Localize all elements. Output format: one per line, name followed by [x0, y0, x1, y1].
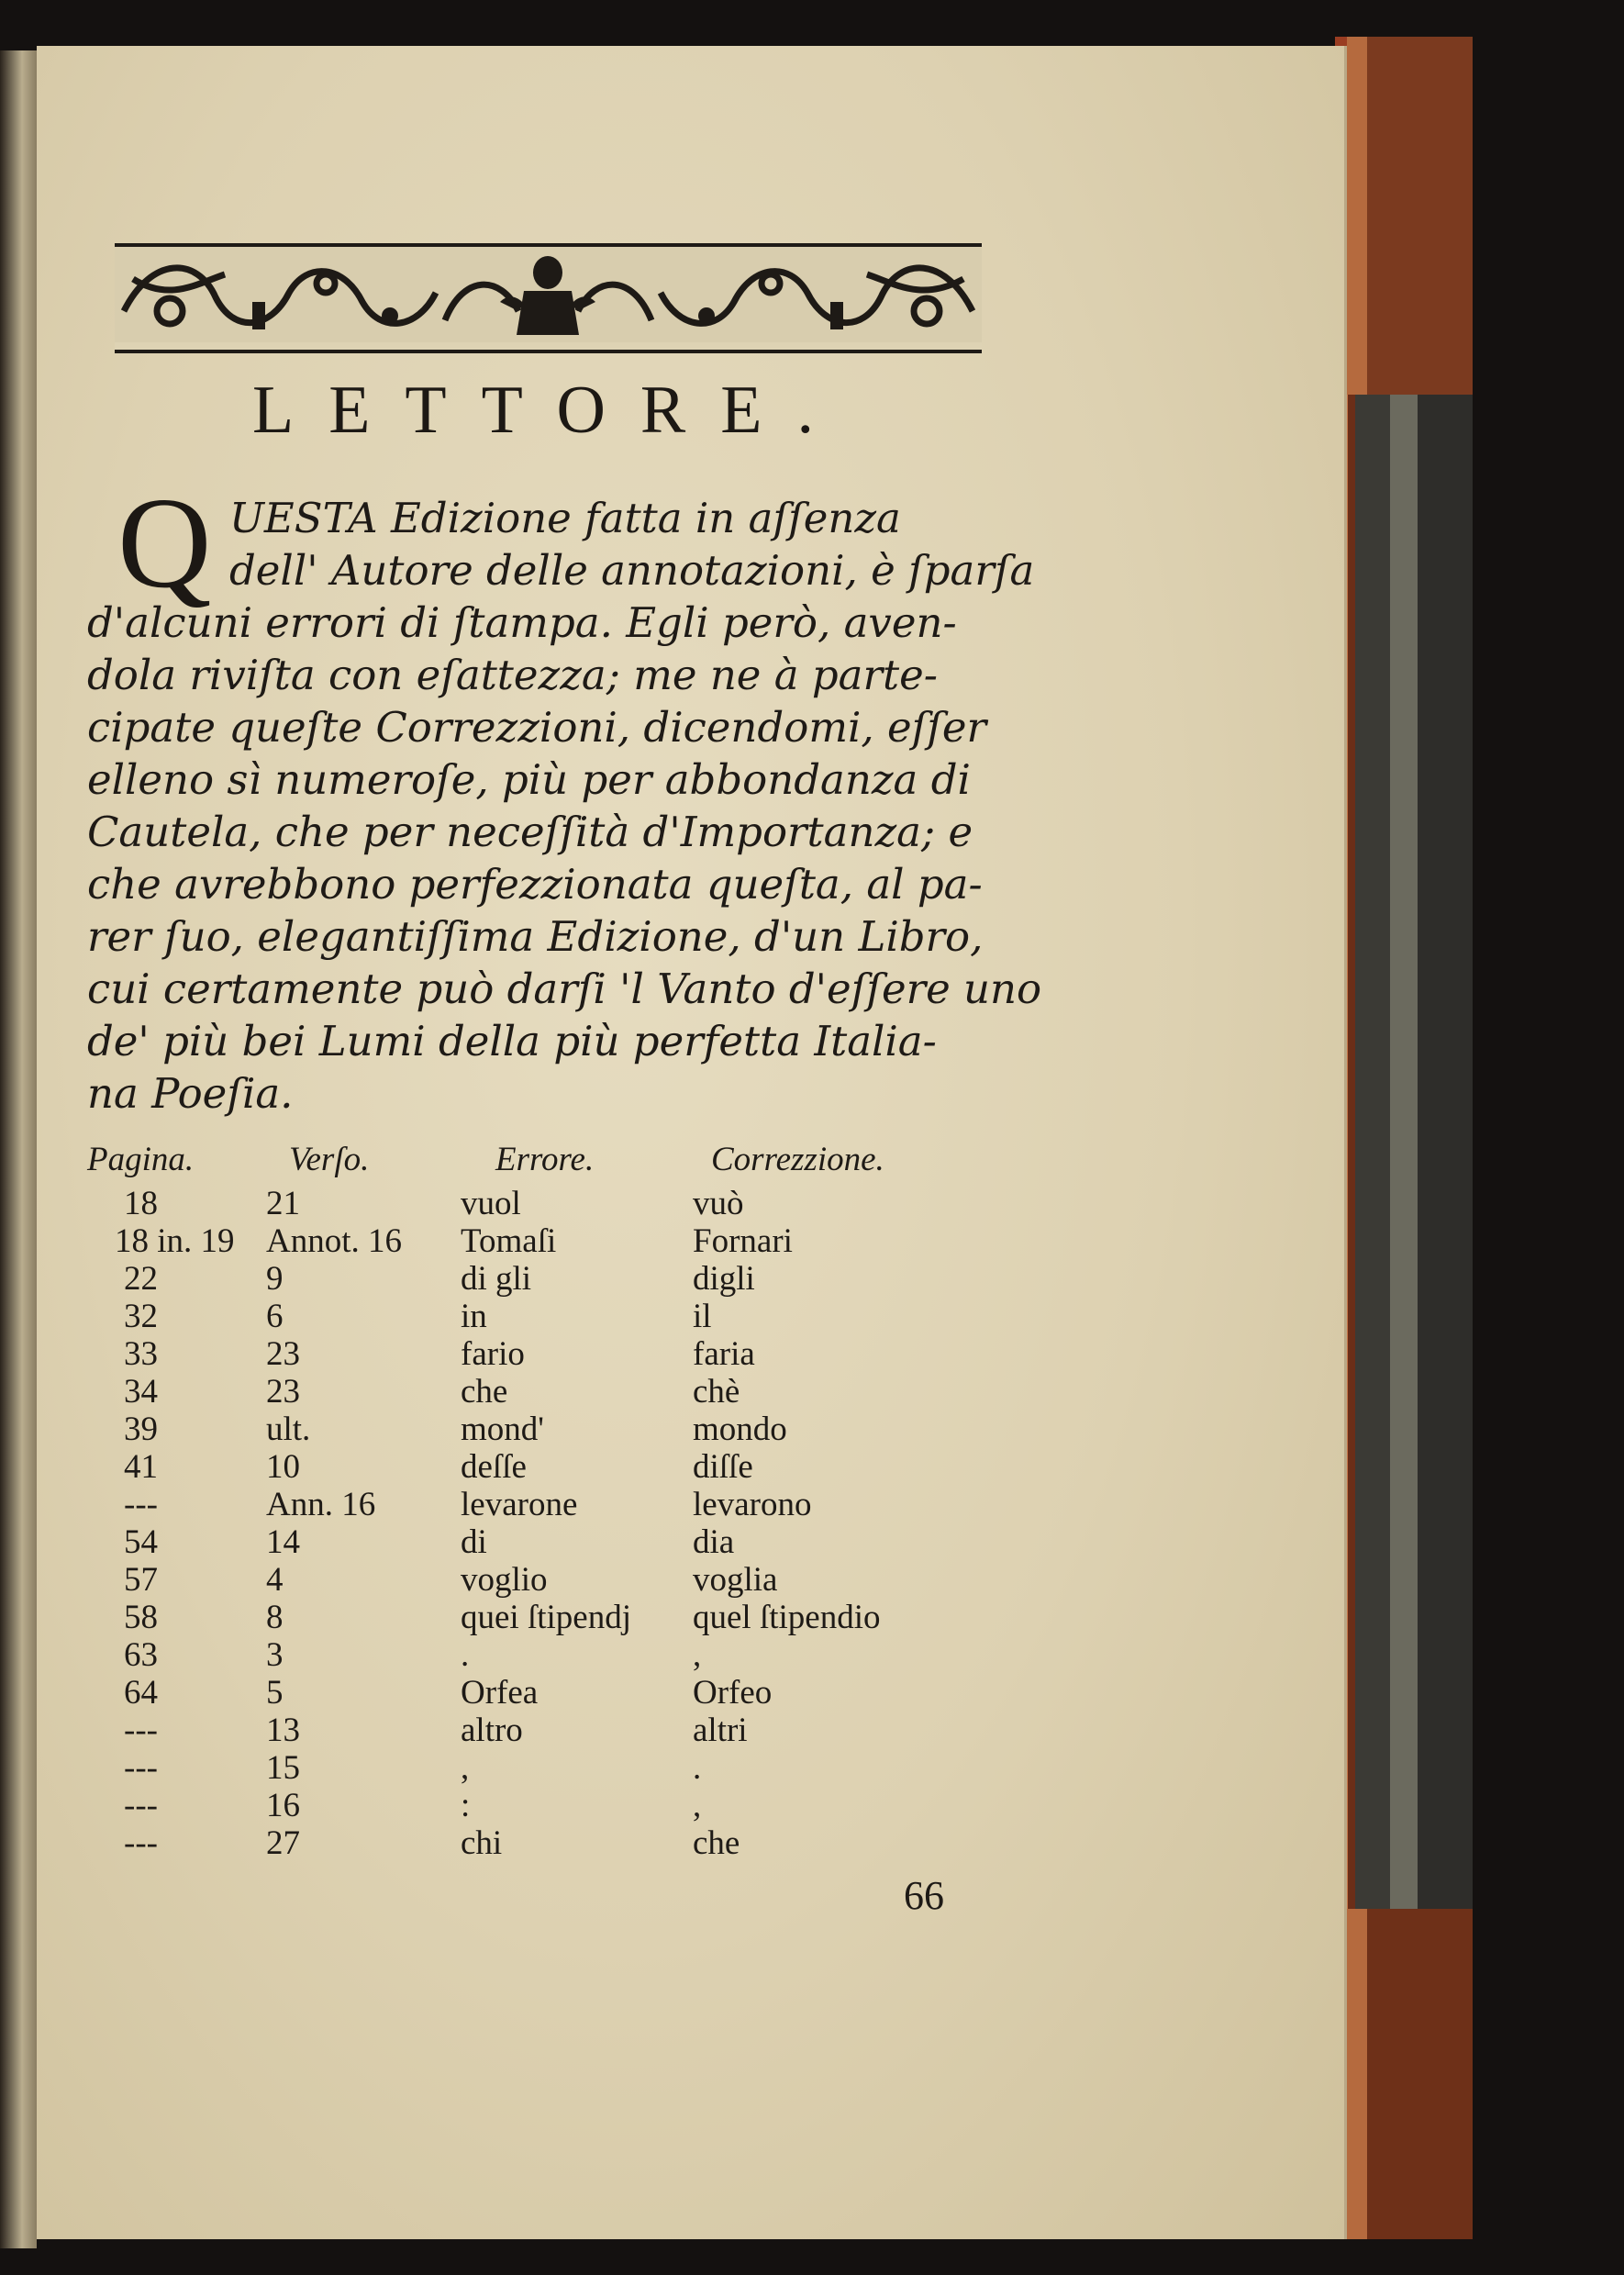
cell-verso: 23 — [266, 1373, 300, 1411]
cover-board-leather-bottom — [1340, 1909, 1473, 2239]
table-row — [37, 1560, 1344, 1597]
paragraph-line: cui certamente può darſi 'l Vanto d'eſſere uno — [87, 965, 1042, 1013]
cell-pagina: --- — [124, 1712, 158, 1749]
cell-correzzione: vuò — [693, 1185, 744, 1222]
cell-correzzione: quel ſtipendio — [693, 1599, 881, 1636]
cell-errore: quei ſtipendj — [461, 1599, 631, 1636]
cell-correzzione: Orfeo — [693, 1674, 773, 1712]
cell-pagina: 58 — [124, 1599, 158, 1636]
headpiece-ornament — [115, 243, 982, 353]
cell-correzzione: voglia — [693, 1561, 778, 1599]
cell-correzzione: chè — [693, 1373, 740, 1411]
table-row — [37, 1259, 1344, 1296]
cover-board-leather-top — [1340, 37, 1473, 395]
cell-errore: di gli — [461, 1260, 532, 1298]
paragraph-line: che avrebbono perfezzionata queſta, al pa- — [87, 860, 983, 909]
cell-pagina: 18 in. 19 — [115, 1222, 235, 1260]
table-row — [37, 1598, 1344, 1634]
cell-pagina: 63 — [124, 1636, 158, 1674]
table-row — [37, 1184, 1344, 1221]
cell-pagina: 32 — [124, 1298, 158, 1335]
cell-verso: 27 — [266, 1824, 300, 1862]
cell-correzzione: . — [693, 1749, 702, 1787]
cell-correzzione: Fornari — [693, 1222, 793, 1260]
cell-correzzione: , — [693, 1636, 702, 1674]
cell-errore: levarone — [461, 1486, 578, 1523]
paragraph-line: dola riviſta con eſattezza; me ne à parte- — [87, 651, 938, 699]
cell-verso: 4 — [266, 1561, 284, 1599]
cell-pagina: 22 — [124, 1260, 158, 1298]
cell-errore: , — [461, 1749, 470, 1787]
table-row — [37, 1334, 1344, 1371]
cell-pagina: --- — [124, 1824, 158, 1862]
paragraph-line: de' più bei Lumi della più perfetta Italia- — [87, 1017, 937, 1065]
cell-verso: ult. — [266, 1411, 311, 1448]
cell-correzzione: mondo — [693, 1411, 787, 1448]
paragraph-line: cipate queſte Correzzioni, dicendomi, eſſer — [87, 703, 987, 752]
cell-errore: di — [461, 1523, 487, 1561]
cell-pagina: 64 — [124, 1674, 158, 1712]
paragraph-line: Cautela, che per neceſſità d'Importanza; e — [87, 808, 973, 856]
cell-pagina: 54 — [124, 1523, 158, 1561]
page-number: 66 — [904, 1873, 944, 1918]
drop-capital: Q — [117, 470, 212, 615]
cell-correzzione: che — [693, 1824, 740, 1862]
page-heading: LETTORE. — [252, 373, 849, 448]
table-row — [37, 1447, 1344, 1484]
cell-correzzione: altri — [693, 1712, 748, 1749]
cell-errore: : — [461, 1787, 471, 1824]
table-row — [37, 1522, 1344, 1559]
table-row — [37, 1410, 1344, 1446]
cell-verso: 14 — [266, 1523, 300, 1561]
cell-pagina: --- — [124, 1787, 158, 1824]
table-row — [37, 1635, 1344, 1672]
table-row — [37, 1485, 1344, 1522]
table-row — [37, 1297, 1344, 1333]
table-row — [37, 1221, 1344, 1258]
paragraph-line: na Poeſia. — [87, 1069, 294, 1118]
cell-errore: fario — [461, 1335, 525, 1373]
cell-correzzione: dia — [693, 1523, 735, 1561]
book-page — [37, 46, 1347, 2239]
paragraph-line: rer ſuo, elegantiſſima Edizione, d'un Libro, — [87, 912, 984, 961]
cell-verso: 21 — [266, 1185, 300, 1222]
header-correzzione: Correzzione. — [711, 1141, 884, 1178]
table-row — [37, 1786, 1344, 1823]
cell-verso: 8 — [266, 1599, 284, 1636]
cell-correzzione: diſſe — [693, 1448, 753, 1486]
table-row — [37, 1823, 1344, 1860]
cell-verso: 13 — [266, 1712, 300, 1749]
cell-errore: in — [461, 1298, 487, 1335]
header-pagina: Pagina. — [87, 1141, 195, 1178]
cell-errore: altro — [461, 1712, 523, 1749]
cell-errore: deſſe — [461, 1448, 527, 1486]
cell-pagina: 39 — [124, 1411, 158, 1448]
header-verso: Verſo. — [289, 1141, 370, 1178]
cell-verso: 16 — [266, 1787, 300, 1824]
left-page-edge — [0, 50, 37, 2248]
cell-errore: voglio — [461, 1561, 548, 1599]
cell-pagina: 34 — [124, 1373, 158, 1411]
cell-pagina: 33 — [124, 1335, 158, 1373]
cell-correzzione: faria — [693, 1335, 755, 1373]
cell-errore: . — [461, 1636, 470, 1674]
cell-errore: Orfea — [461, 1674, 539, 1712]
table-row — [37, 1673, 1344, 1710]
cell-errore: Tomaſi — [461, 1222, 557, 1260]
cell-errore: che — [461, 1373, 508, 1411]
paragraph-line: UESTA Edizione fatta in aſſenza — [229, 494, 901, 542]
cell-verso: 6 — [266, 1298, 284, 1335]
cell-pagina: --- — [124, 1749, 158, 1787]
paragraph-line: elleno sì numeroſe, più per abbondanza di — [87, 755, 971, 804]
cell-verso: 9 — [266, 1260, 284, 1298]
cell-verso: 10 — [266, 1448, 300, 1486]
paragraph-line: dell' Autore delle annotazioni, è ſparſa — [229, 546, 1035, 595]
table-row — [37, 1748, 1344, 1785]
cell-verso: 5 — [266, 1674, 284, 1712]
cell-verso: 15 — [266, 1749, 300, 1787]
cell-verso: 3 — [266, 1636, 284, 1674]
table-row — [37, 1372, 1344, 1409]
header-errore: Errore. — [495, 1141, 595, 1178]
cell-correzzione: levarono — [693, 1486, 812, 1523]
cell-verso: 23 — [266, 1335, 300, 1373]
cell-errore: mond' — [461, 1411, 544, 1448]
cell-pagina: --- — [124, 1486, 158, 1523]
paragraph-line: d'alcuni errori di ſtampa. Egli però, aven- — [87, 598, 957, 647]
cell-pagina: 57 — [124, 1561, 158, 1599]
cell-errore: chi — [461, 1824, 503, 1862]
table-row — [37, 1711, 1344, 1747]
cell-correzzione: , — [693, 1787, 702, 1824]
cell-verso: Ann. 16 — [266, 1486, 376, 1523]
cell-pagina: 18 — [124, 1185, 158, 1222]
cell-verso: Annot. 16 — [266, 1222, 402, 1260]
cell-pagina: 41 — [124, 1448, 158, 1486]
cell-correzzione: il — [693, 1298, 712, 1335]
cell-errore: vuol — [461, 1185, 521, 1222]
cell-correzzione: digli — [693, 1260, 755, 1298]
